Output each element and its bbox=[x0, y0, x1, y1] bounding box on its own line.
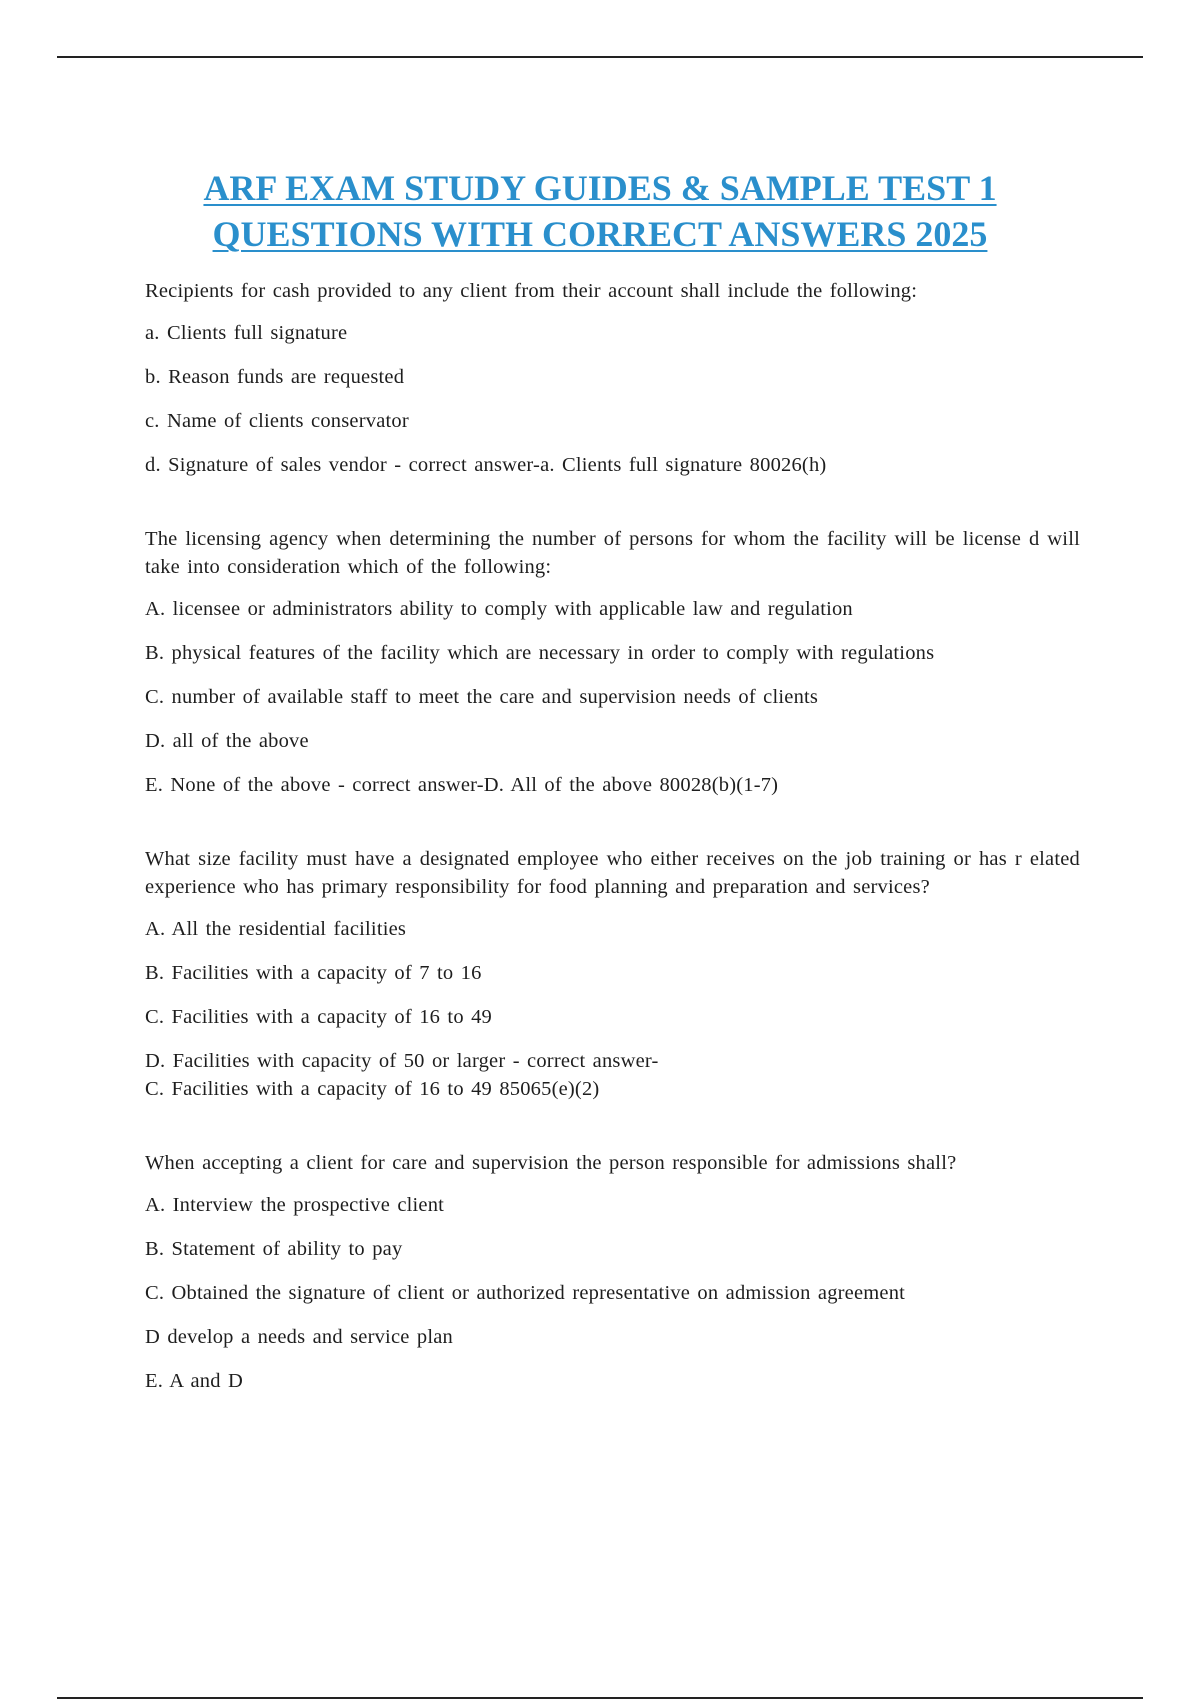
question-text: Recipients for cash provided to any client from their account shall include the following: bbox=[145, 280, 918, 302]
answer-option: A. Interview the prospective client bbox=[145, 1194, 445, 1216]
question-block-3 bbox=[145, 845, 1080, 1103]
top-rule bbox=[57, 56, 1143, 58]
document-title bbox=[0, 165, 1200, 257]
answer-option: C. Facilities with a capacity of 16 to 49 bbox=[145, 1006, 493, 1028]
question-list bbox=[145, 277, 1080, 1441]
answer-option: b. Reason funds are requested bbox=[145, 366, 405, 388]
answer-option: D develop a needs and service plan bbox=[145, 1326, 453, 1348]
answer-option: B. Facilities with a capacity of 7 to 16 bbox=[145, 962, 482, 984]
answer-option-with-correct-answer: D. Facilities with capacity of 50 or larger - correct answer- bbox=[145, 1050, 659, 1072]
answer-option-with-correct-answer: E. None of the above - correct answer-D. All of the above 80028(b)(1-7) bbox=[145, 774, 779, 796]
answer-option: D. all of the above bbox=[145, 730, 309, 752]
answer-option: B. physical features of the facility which are necessary in order to comply with regulations bbox=[145, 642, 935, 664]
answer-option: A. All the residential facilities bbox=[145, 918, 407, 940]
question-text: The licensing agency when determining the number of persons for whom the facility will be license d will take into consideration which of the following: bbox=[145, 528, 1080, 578]
answer-option: a. Clients full signature bbox=[145, 322, 348, 344]
question-block-1 bbox=[145, 277, 1080, 479]
title-line-1: ARF EXAM STUDY GUIDES & SAMPLE TEST 1 bbox=[203, 168, 997, 209]
bottom-rule bbox=[57, 1697, 1143, 1699]
answer-option: C. Obtained the signature of client or authorized representative on admission agreement bbox=[145, 1282, 906, 1304]
answer-option: c. Name of clients conservator bbox=[145, 410, 409, 432]
question-block-2 bbox=[145, 525, 1080, 799]
answer-option-with-correct-answer: d. Signature of sales vendor - correct answer-a. Clients full signature 80026(h) bbox=[145, 454, 827, 476]
title-line-2: QUESTIONS WITH CORRECT ANSWERS 2025 bbox=[212, 214, 988, 255]
answer-option: A. licensee or administrators ability to comply with applicable law and regulation bbox=[145, 598, 853, 620]
answer-option: B. Statement of ability to pay bbox=[145, 1238, 403, 1260]
answer-option: C. number of available staff to meet the care and supervision needs of clients bbox=[145, 686, 819, 708]
question-block-4 bbox=[145, 1149, 1080, 1395]
answer-option: E. A and D bbox=[145, 1370, 243, 1392]
question-text: What size facility must have a designated employee who either receives on the job training or has r elated experience who has primary responsibility for food planning and preparation and services? bbox=[145, 848, 1080, 898]
question-text: When accepting a client for care and supervision the person responsible for admissions shall? bbox=[145, 1152, 957, 1174]
correct-answer-continuation: C. Facilities with a capacity of 16 to 49 85065(e)(2) bbox=[145, 1078, 600, 1100]
